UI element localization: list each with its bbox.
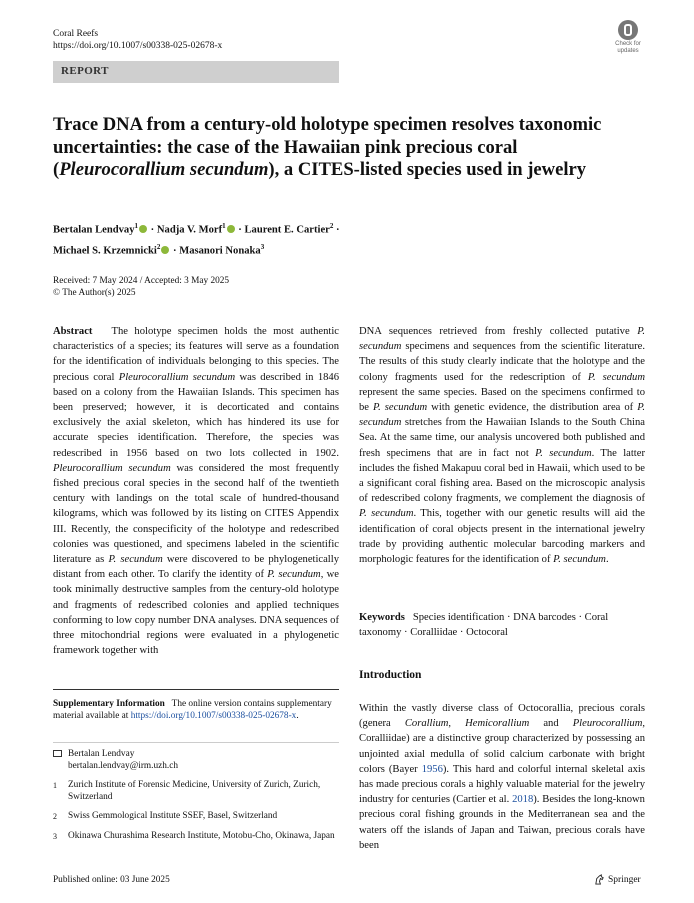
badge-label: Check for updates xyxy=(615,41,641,54)
abstract-heading: Abstract xyxy=(53,326,93,337)
article-type: REPORT xyxy=(61,65,109,77)
citation-link[interactable]: 1956 xyxy=(421,763,443,775)
envelope-icon xyxy=(53,750,62,757)
keywords xyxy=(359,610,645,640)
article-type-bar xyxy=(53,61,339,83)
journal-name: Coral Reefs xyxy=(53,29,99,39)
divider xyxy=(53,689,339,690)
introduction-heading: Introduction xyxy=(359,669,422,681)
orcid-icon[interactable] xyxy=(227,225,235,233)
copyright-line: © The Author(s) 2025 xyxy=(53,287,136,298)
citation-link[interactable]: 2018 xyxy=(512,794,534,806)
received-accepted: Received: 7 May 2024 / Accepted: 3 May 2025 xyxy=(53,276,230,286)
divider xyxy=(53,742,339,743)
author-name: Laurent E. Cartier xyxy=(244,224,330,236)
author-name: Michael S. Krzemnicki xyxy=(53,245,157,257)
supplementary-info: Supplementary Information The online version contains supplementary material available at https://doi.org/10.1007/s00338-025-02678-x. xyxy=(53,699,332,721)
article-doi[interactable]: https://doi.org/10.1007/s00338-025-02678-x xyxy=(53,41,223,51)
affiliation: 2 Swiss Gemmological Institute SSEF, Basel, Switzerland xyxy=(53,811,278,822)
keywords-list: Species identification · DNA barcodes · Coral taxonomy · Coralliidae · Octocoral xyxy=(359,612,609,639)
affiliation: 1 Zurich Institute of Forensic Medicine, University of Zurich, Zurich, Switzerland xyxy=(53,780,321,802)
contact-author: Bertalan Lendvay bertalan.lendvay@irm.uzh.ch xyxy=(53,749,339,772)
article-title: Trace DNA from a century-old holotype specimen resolves taxonomic uncertainties: the case of the Hawaiian pink precious coral (Pleurocorallium secundum), a CITES-listed species used in jewelry xyxy=(53,114,602,180)
author-name: Masanori Nonaka xyxy=(179,245,261,257)
orcid-icon[interactable] xyxy=(139,225,147,233)
author-name: Bertalan Lendvay xyxy=(53,224,135,236)
check-for-updates-badge[interactable] xyxy=(610,20,646,54)
orcid-icon[interactable] xyxy=(161,246,169,254)
contact-email[interactable]: bertalan.lendvay@irm.uzh.ch xyxy=(68,760,179,771)
publisher-logo: Springer xyxy=(594,874,641,885)
published-date: Published online: 03 June 2025 xyxy=(53,875,170,885)
author-notes xyxy=(53,749,339,851)
author-name: Nadja V. Morf xyxy=(156,224,223,236)
springer-horse-icon xyxy=(594,874,605,885)
abstract-right-column: DNA sequences retrieved from freshly collected putative P. secundum specimens and sequences from the scientific literature. The results of this study clearly indicate that the holotype and the colony fragments used for the redescription of P. secundum represent the same species. Based on the specimens confirmed to be P. secundum with genetic evidence, the distribution area of P. secundum stretches from the Hawaiian Islands to the South China Sea. At the same time, our analysis uncovered both published and fresh specimens that are in fact not P. secundum. The latter includes the fished Makapuu coral bed in Hawaii, which used to be a significant coral fishing area. Based on the microscopic analysis of redescribed colony fragments, we complement the diagnosis of P. secundum. This, together with our genetic results will aid the identification of coral objects present in the international jewelry trade by providing authentic molecular barcoding markers and morphologic features for the identification of P. secundum. xyxy=(359,326,645,566)
affiliation: 3 Okinawa Churashima Research Institute, Motobu-Cho, Okinawa, Japan xyxy=(53,830,335,841)
author-list: Bertalan Lendvay$^1$ · Nadja V. Morf$^1$ · Laurent E. Cartier$^2$ · Michael S. Krzemnicki$^2$ · Masanori Nonaka$^3$ xyxy=(53,222,340,257)
keywords-heading: Keywords xyxy=(359,612,405,623)
introduction-text: Within the vastly diverse class of Octocorallia, precious corals (genera Corallium, Hemicorallium and Pleurocorallium, Coralliidae) are a distinctive group characterized by possessing an unjointed axial medulla of solid calcium carbonate with bright colors (Bayer 1956). This hard and colorful internal skeletal axis has made precious corals a highly valuable material for the jewelry industry for centuries (Cartier et al. 2018). Besides the long-known precious coral fishing grounds in the Mediterranean sea and the waters off the islands of Japan and Taiwan, precious corals have been xyxy=(359,703,645,851)
article-dates xyxy=(53,276,229,299)
supplementary-link[interactable]: https://doi.org/10.1007/s00338-025-02678-x xyxy=(130,710,297,721)
update-icon xyxy=(618,20,638,40)
abstract-left-column: Abstract The holotype specimen holds the most authentic characteristics of a species; its features will serve as a foundation for the identification of individuals belonging to this species. The precious coral Pleurocorallium secundum was described in 1846 based on a colony from the Hawaiian Islands. This specimen has been preserved; however, it is decorticated and contains exclusively the axial skeleton, which has hindered its use for accurate species identification. Therefore, the species was redescribed in 1956 based on two lots collected in 1902. Pleurocorallium secundum was considered the most frequently fished precious coral species in the second half of the twentieth century with landings on the total scale of hundred-thousand kilograms, which was followed by its listing on CITES Appendix III. Recently, the conspecificity of the holotype and redescribed colonies was questioned, and specimens labeled in the scientific literature as P. secundum were discovered to be phylogenetically distant from each other. To clarify the identity of P. secundum, we took minimally destructive samples from the century-old holotype and fragments of redescribed colonies and applied techniques conforming to low copy number DNA analyses. DNA sequences of three mitochondrial regions were evaluated in a phylogenetic framework together with xyxy=(53,326,340,657)
